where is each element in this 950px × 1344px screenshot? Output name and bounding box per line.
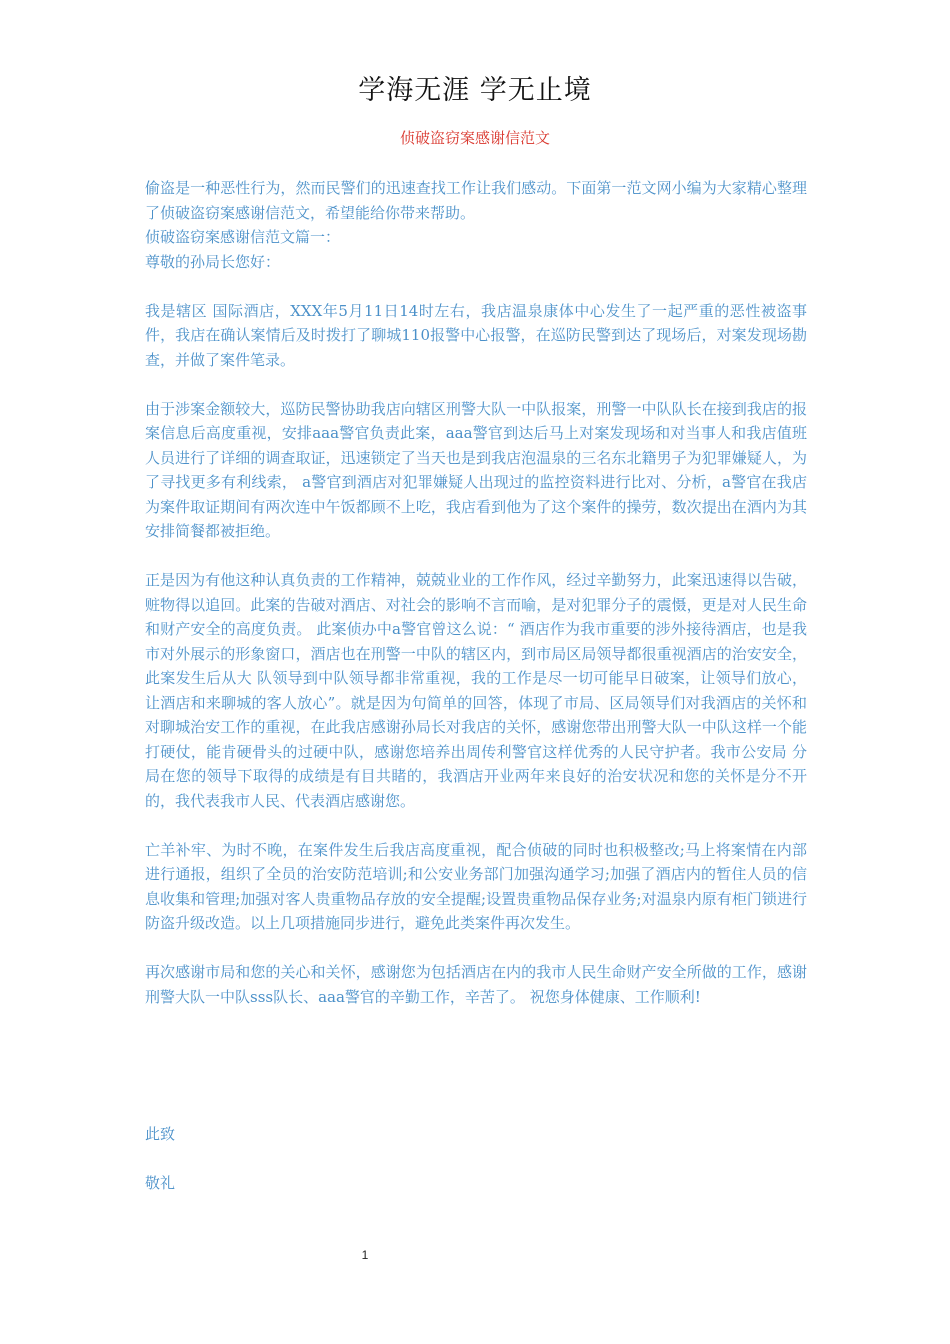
closing-salute: 敬礼 bbox=[145, 1174, 176, 1192]
body-paragraph: 由于涉案金额较大，巡防民警协助我店向辖区刑警大队一中队报案，刑警一中队队长在接到我店的报案信息后高度重视，安排aaa警官负责此案，aaa警官到达后马上对案发现场和对当事人和我店值班人员进行了详细的调查取证，迅速锁定了当天也是到我店泡温泉的三名东北籍男子为犯罪嫌疑人，为了寻找更多有利线索， a警官到酒店对犯罪嫌疑人出现过的监控资料进行比对、分析，a警官在我店为案件取证期间有两次连中午饭都顾不上吃，我店看到他为了这个案件的操劳，数次提出在酒内为其安排简餐都被拒绝。 bbox=[145, 399, 807, 540]
document-title: 侦破盗窃案感谢信范文 bbox=[399, 129, 550, 147]
header-title: 学海无涯 学无止境 bbox=[358, 75, 592, 106]
section-heading: 侦破盗窃案感谢信范文篇一： bbox=[145, 228, 341, 246]
salutation: 尊敬的孙局长您好： bbox=[145, 252, 281, 271]
body-paragraph: 我是辖区 国际酒店，XXX年5月11日14时左右，我店温泉康体中心发生了一起严重的恶性被盗事件，我店在确认案情后及时拨打了聊城110报警中心报警，在巡防民警到达了现场后，对案发现场勘查，并做了案件笔录。 bbox=[145, 301, 807, 369]
closing-phrase: 此致 bbox=[145, 1125, 176, 1143]
document-body bbox=[145, 176, 807, 1009]
body-paragraph: 正是因为有他这种认真负责的工作精神，兢兢业业的工作作风，经过辛勤努力，此案迅速得以告破，赃物得以追回。此案的告破对酒店、对社会的影响不言而喻，是对犯罪分子的震慑，更是对人民生命和财产安全的高度负责。 此案侦办中a警官曾这么说：“ 酒店作为我市重要的涉外接待酒店，也是我市对外展示的形象窗口，酒店也在刑警一中队的辖区内，到市局区局领导都很重视酒店的治安安全，此案发生后从大 队领导到中队领导都非常重视，我的工作是尽一切可能早日破案，让领导们放心，让酒店和来聊城的客人放心”。就是因为句简单的回答，体现了市局、区局领导们对我酒店的关怀和对聊城治安工作的重视，在此我店感谢孙局长对我店的关怀，感谢您带出刑警大队一中队这样一个能打硬仗，能肯硬骨头的过硬中队，感谢您培养出周传利警官这样优秀的人民守护者。我市公安局 分局在您的领导下取得的成绩是有目共睹的，我酒店开业两年来良好的治安状况和您的关怀是分不开的，我代表我市人民、代表酒店感谢您。 bbox=[145, 571, 807, 810]
body-paragraph: 亡羊补牢、为时不晚，在案件发生后我店高度重视，配合侦破的同时也积极整改;马上将案情在内部进行通报，组织了全员的治安防范培训;和公安业务部门加强沟通学习;加强了酒店内的暂住人员的信息收集和管理;加强对客人贵重物品存放的安全提醒;设置贵重物品保存业务;对温泉内原有柜门锁进行防盗升级改造。以上几项措施同步进行，避免此类案件再次发生。 bbox=[145, 840, 807, 932]
intro-paragraph: 偷盗是一种恶性行为，然而民警们的迅速查找工作让我们感动。下面第一范文网小编为大家精心整理了侦破盗窃案感谢信范文，希望能给你带来帮助。 bbox=[145, 179, 807, 222]
page-number: 1 bbox=[361, 1248, 369, 1262]
body-paragraph: 再次感谢市局和您的关心和关怀，感谢您为包括酒店在内的我市人民生命财产安全所做的工作，感谢刑警大队一中队sss队长、aaa警官的辛勤工作，辛苦了。 祝您身体健康、工作顺利! bbox=[145, 963, 807, 1006]
